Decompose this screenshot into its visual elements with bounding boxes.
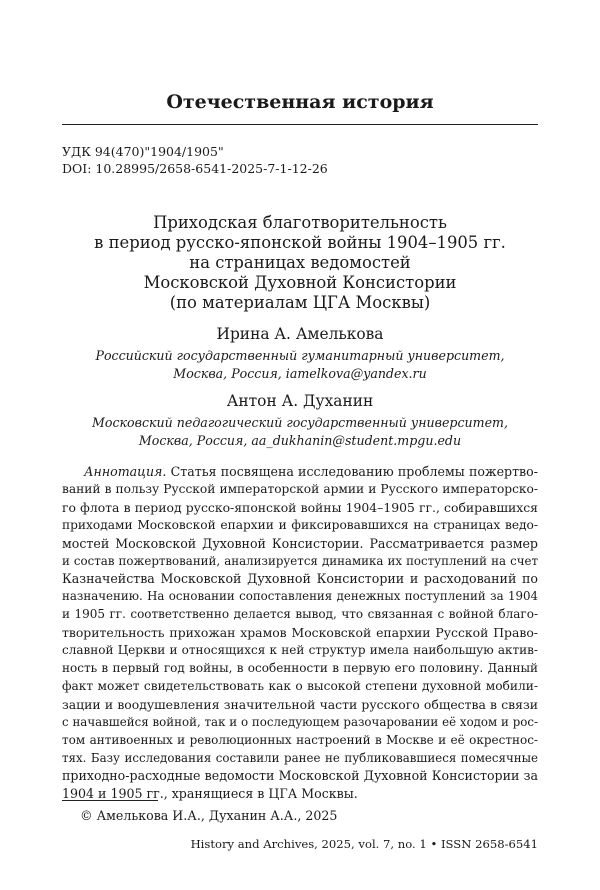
abstract-line: ваний в пользу Русской императорской армии и Русского императорско- [62, 481, 538, 496]
section-title: Отечественная история [166, 91, 434, 113]
article-title-line: Московской Духовной Консистории [143, 273, 457, 292]
article-title-line: на страницах ведомостей [189, 253, 411, 272]
author-name: Ирина А. Амелькова [216, 325, 384, 343]
article-identifiers [62, 143, 328, 177]
abstract-line: приходно-расходные ведомости Московской Духовной Консистории за [62, 768, 538, 784]
article-title-line: (по материалам ЦГА Москвы) [169, 293, 431, 312]
affiliation-line: Московский педагогический государственный университет, [92, 415, 508, 430]
abstract [62, 463, 538, 803]
journal-footer: History and Archives, 2025, vol. 7, no. 1 • ISSN 2658-6541 [190, 837, 538, 851]
copyright-notice: © Амелькова И.А., Духанин А.А., 2025 [80, 808, 338, 823]
abstract-line: назначению. На основании сопоставления денежных поступлений за 1904 [62, 589, 538, 604]
abstract-line: творительность прихожан храмов Московской епархии Русской Право- [62, 625, 538, 641]
abstract-line: факт может свидетельствовать как о высокой степени духовной мобили- [62, 678, 538, 693]
abstract-line: с начавшейся войной, так и о последующем разочаровании её ходом и рос- [62, 714, 538, 729]
abstract-line: ность в первый год войны, в особенности в первую его половину. Данный [62, 660, 538, 675]
author-affiliation [62, 347, 538, 383]
article-title-line: в период русско-японской войны 1904–1905 гг. [94, 233, 506, 252]
footnote-rule [62, 800, 158, 801]
abstract-line [62, 463, 538, 481]
article-title-line: Приходская благотворительность [153, 213, 447, 232]
author-name: Антон А. Духанин [226, 392, 374, 410]
abstract-line: и 1905 гг. соответственно делается вывод, что связанная с войной благо- [62, 607, 538, 622]
abstract-line: том антивоенных и революционных настроений в Москве и её окрестнос- [62, 732, 538, 747]
abstract-line: славной Церкви и относящихся к ней структур имела наибольшую актив- [62, 643, 538, 658]
abstract-first-text: Статья посвящена исследованию проблемы пожертво- [170, 464, 538, 479]
abstract-line: Казначейства Московской Духовной Консистории и расходований по [62, 571, 538, 587]
doi: DOI: 10.28995/2658-6541-2025-7-1-12-26 [62, 161, 328, 176]
affiliation-line: Российский государственный гуманитарный университет, [95, 348, 505, 363]
section-header [62, 84, 538, 125]
affiliation-line: Москва, Россия, aa_dukhanin@student.mpgu.edu [138, 433, 462, 448]
author-affiliation [62, 414, 538, 450]
abstract-line: 1904 и 1905 гг., хранящиеся в ЦГА Москвы. [62, 786, 358, 802]
abstract-label: Аннотация. [84, 464, 167, 479]
article-title [62, 213, 538, 313]
abstract-line: мостей Московской Духовной Консистории. Рассматривается размер [62, 535, 538, 551]
abstract-line: тях. Базу исследования составили ранее не публиковавшиеся помесячные [62, 750, 538, 765]
abstract-line: зации и воодушевления значительной части русского общества в связи [62, 696, 538, 712]
abstract-line: приходами Московской епархии и фиксировавшихся на страницах ведо- [62, 517, 538, 532]
udc-code: УДК 94(470)"1904/1905" [62, 144, 224, 159]
abstract-line: го флота в период русско-японской войны 1904–1905 гг., собиравшихся [62, 499, 538, 515]
abstract-line: и состав пожертвований, анализируется динамика их поступлений на счет [62, 553, 538, 568]
affiliation-line: Москва, Россия, iamelkova@yandex.ru [173, 366, 427, 381]
